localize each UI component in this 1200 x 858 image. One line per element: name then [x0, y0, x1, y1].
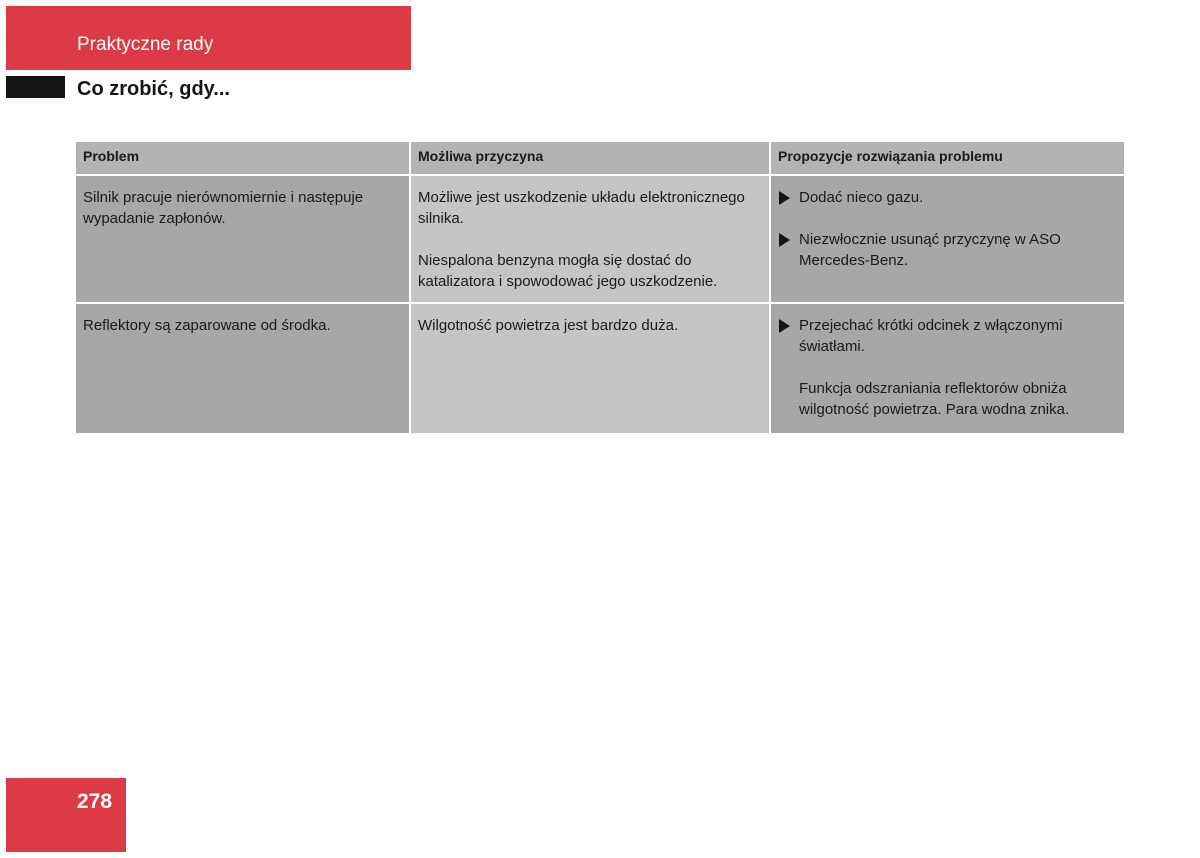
solution-item: [778, 187, 1118, 208]
cause-paragraph: Możliwe jest uszkodzenie układu elektronicznego silnika.: [418, 189, 745, 227]
solution-note: [778, 378, 1118, 420]
solution-text: Funkcja odszraniania reflektorów obniża wilgotność powietrza. Para wodna znika.: [799, 380, 1070, 418]
cause-cell: [411, 176, 769, 302]
page-title: Co zrobić, gdy...: [77, 78, 230, 100]
cause-cell: [411, 304, 769, 433]
table-header-row: [76, 142, 1124, 174]
solution-cell: [771, 304, 1124, 433]
header-cell: Propozycje rozwiązania problemu: [771, 142, 1124, 174]
solution-item: [778, 229, 1118, 271]
cause-paragraph: Wilgotność powietrza jest bardzo duża.: [418, 317, 679, 334]
section-label: Praktyczne rady: [77, 34, 214, 55]
header-cell: Możliwa przyczyna: [411, 142, 769, 174]
triangle-right-icon: [779, 191, 790, 205]
solution-text: Dodać nieco gazu.: [799, 189, 924, 206]
page-number: 278: [77, 790, 113, 813]
solution-item: [778, 315, 1118, 357]
problem-text: Reflektory są zaparowane od środka.: [83, 317, 331, 334]
header-cell: Problem: [76, 142, 409, 174]
triangle-right-icon: [779, 319, 790, 333]
problem-text: Silnik pracuje nierównomiernie i następuje wypadanie zapłonów.: [83, 189, 364, 227]
triangle-right-icon: [779, 233, 790, 247]
table-row: [76, 304, 1124, 433]
solution-text: Przejechać krótki odcinek z włączonymi światłami.: [799, 317, 1063, 355]
solution-text: Niezwłocznie usunąć przyczynę w ASO Mercedes-Benz.: [799, 231, 1061, 269]
troubleshooting-table: [76, 142, 1124, 433]
problem-cell: [76, 176, 409, 302]
problem-cell: [76, 304, 409, 433]
solution-cell: [771, 176, 1124, 302]
table-row: [76, 176, 1124, 302]
cause-paragraph: Niespalona benzyna mogła się dostać do katalizatora i spowodować jego uszkodzenie.: [418, 252, 718, 290]
title-marker: [6, 76, 65, 98]
